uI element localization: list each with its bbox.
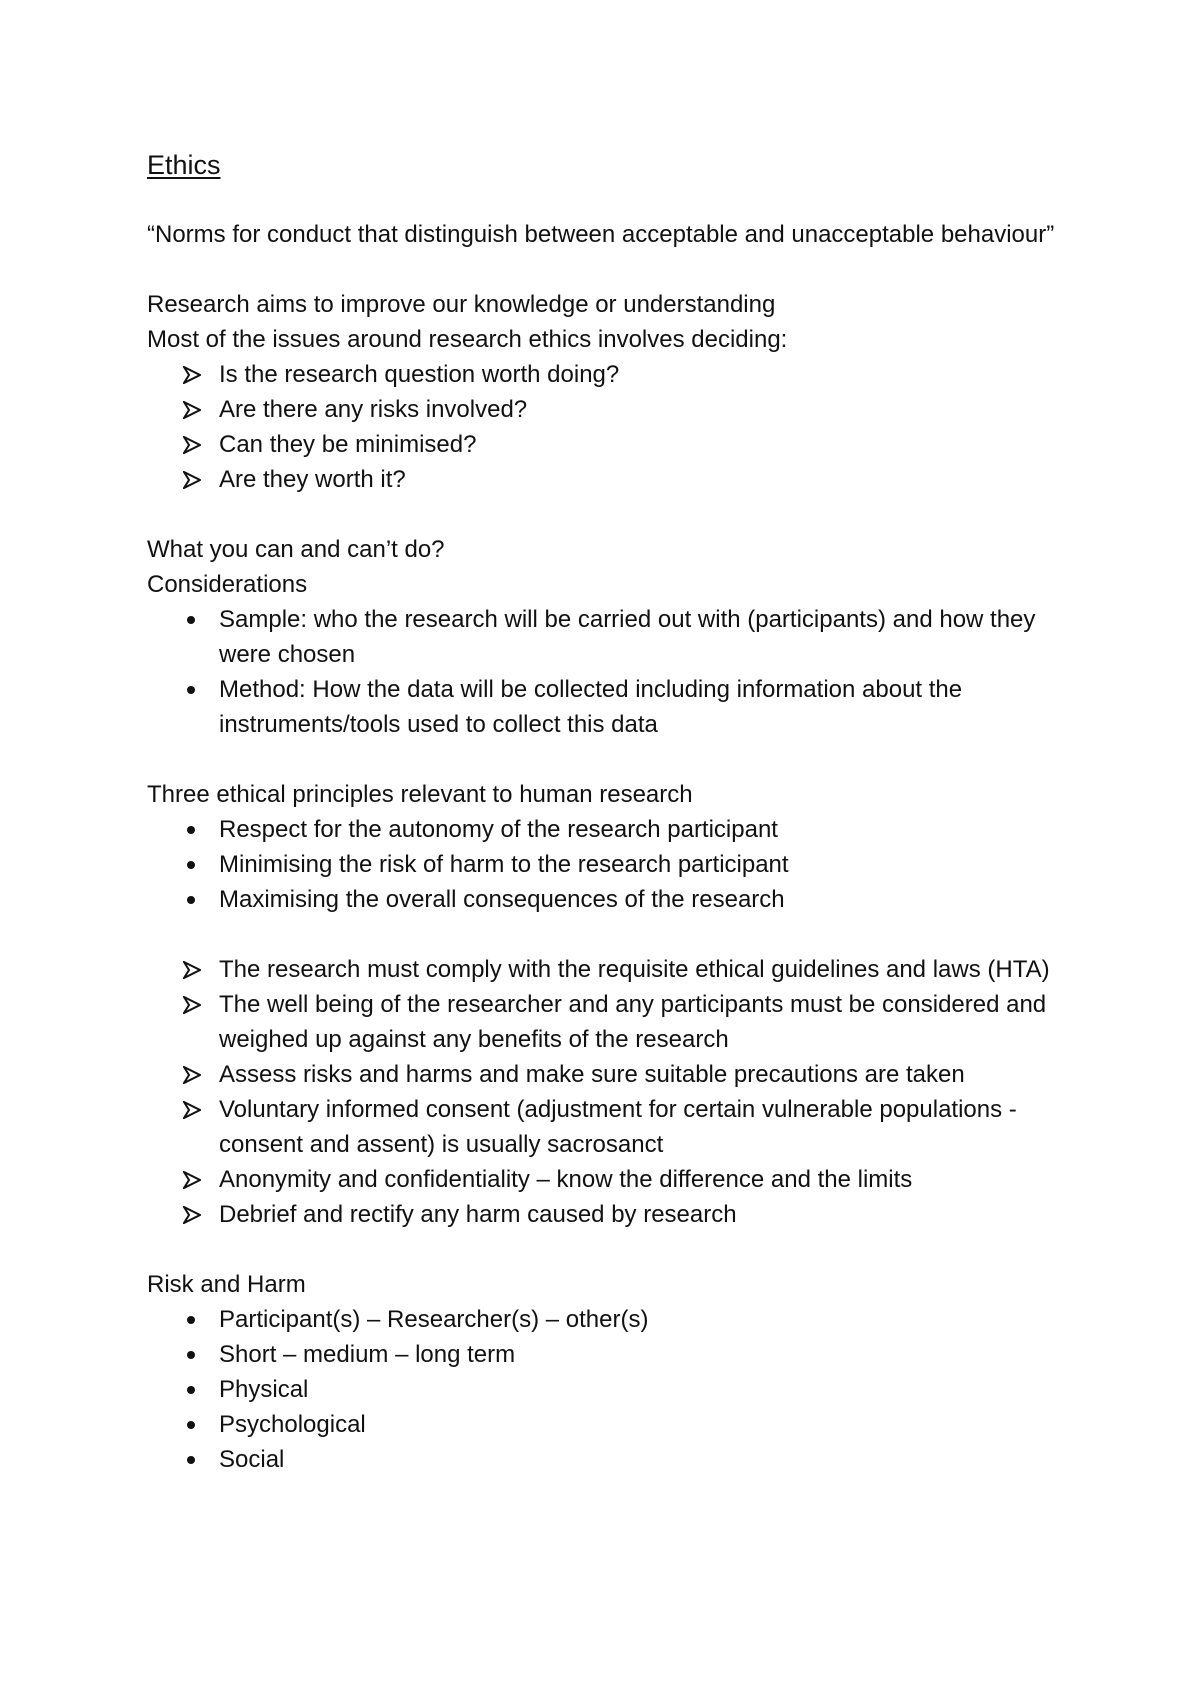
list-item-text: Are there any risks involved? xyxy=(219,396,528,423)
requirements-list xyxy=(147,952,1077,1232)
list-item-text: Anonymity and confidentiality – know the difference and the limits xyxy=(219,1166,913,1193)
considerations-question: What you can and can’t do? xyxy=(147,536,445,563)
list-item-text: Social xyxy=(219,1446,285,1473)
list-item xyxy=(147,812,1077,847)
list-item xyxy=(147,1372,1077,1407)
list-item-text: The research must comply with the requisite ethical guidelines and laws (HTA) xyxy=(219,956,1050,983)
intro-line-2: Most of the issues around research ethics involves deciding: xyxy=(147,326,788,353)
list-item-text: Debrief and rectify any harm caused by research xyxy=(219,1201,737,1228)
list-item-text: Sample: who the research will be carried out with (participants) and how they were chosen xyxy=(219,606,1036,668)
list-item xyxy=(147,357,1077,392)
risk-heading: Risk and Harm xyxy=(147,1271,306,1298)
list-item xyxy=(147,1197,1077,1232)
list-item-text: Minimising the risk of harm to the research participant xyxy=(219,851,789,878)
list-item xyxy=(147,1057,1077,1092)
list-item-text: Is the research question worth doing? xyxy=(219,361,620,388)
list-item xyxy=(147,602,1077,672)
list-item xyxy=(147,1442,1077,1477)
principles-list xyxy=(147,812,1077,917)
list-item-text: Psychological xyxy=(219,1411,366,1438)
list-item xyxy=(147,462,1077,497)
list-item-text: Assess risks and harms and make sure suitable precautions are taken xyxy=(219,1061,965,1088)
list-item xyxy=(147,1407,1077,1442)
list-item-text: Participant(s) – Researcher(s) – other(s) xyxy=(219,1306,649,1333)
list-item xyxy=(147,672,1077,742)
risk-list xyxy=(147,1302,1077,1477)
list-item-text: Are they worth it? xyxy=(219,466,406,493)
list-item xyxy=(147,427,1077,462)
list-item-text: Voluntary informed consent (adjustment for certain vulnerable populations - consent and assent) is usually sacrosanct xyxy=(219,1096,1017,1158)
spacer xyxy=(147,252,1077,287)
spacer xyxy=(147,917,1077,952)
principles-heading: Three ethical principles relevant to human research xyxy=(147,781,693,808)
document-body xyxy=(147,148,1077,1477)
list-item xyxy=(147,847,1077,882)
list-item-text: Method: How the data will be collected including information about the instruments/tools used to collect this data xyxy=(219,676,963,738)
list-item-text: Maximising the overall consequences of the research xyxy=(219,886,785,913)
list-item-text: Can they be minimised? xyxy=(219,431,477,458)
list-item xyxy=(147,392,1077,427)
intro-question-list xyxy=(147,357,1077,497)
intro-line-1: Research aims to improve our knowledge or understanding xyxy=(147,291,776,318)
list-item xyxy=(147,1337,1077,1372)
spacer xyxy=(147,1232,1077,1267)
spacer xyxy=(147,497,1077,532)
spacer xyxy=(147,742,1077,777)
list-item xyxy=(147,1302,1077,1337)
list-item xyxy=(147,987,1077,1057)
list-item xyxy=(147,952,1077,987)
considerations-heading: Considerations xyxy=(147,571,308,598)
list-item xyxy=(147,1092,1077,1162)
list-item xyxy=(147,882,1077,917)
definition-quote: “Norms for conduct that distinguish between acceptable and unacceptable behaviour” xyxy=(147,221,1055,248)
list-item-text: Respect for the autonomy of the research participant xyxy=(219,816,778,843)
list-item xyxy=(147,1162,1077,1197)
list-item-text: The well being of the researcher and any participants must be considered and weighed up against any benefits of the research xyxy=(219,991,1047,1053)
considerations-list xyxy=(147,602,1077,742)
list-item-text: Short – medium – long term xyxy=(219,1341,516,1368)
list-item-text: Physical xyxy=(219,1376,309,1403)
page-title: Ethics xyxy=(147,150,221,180)
